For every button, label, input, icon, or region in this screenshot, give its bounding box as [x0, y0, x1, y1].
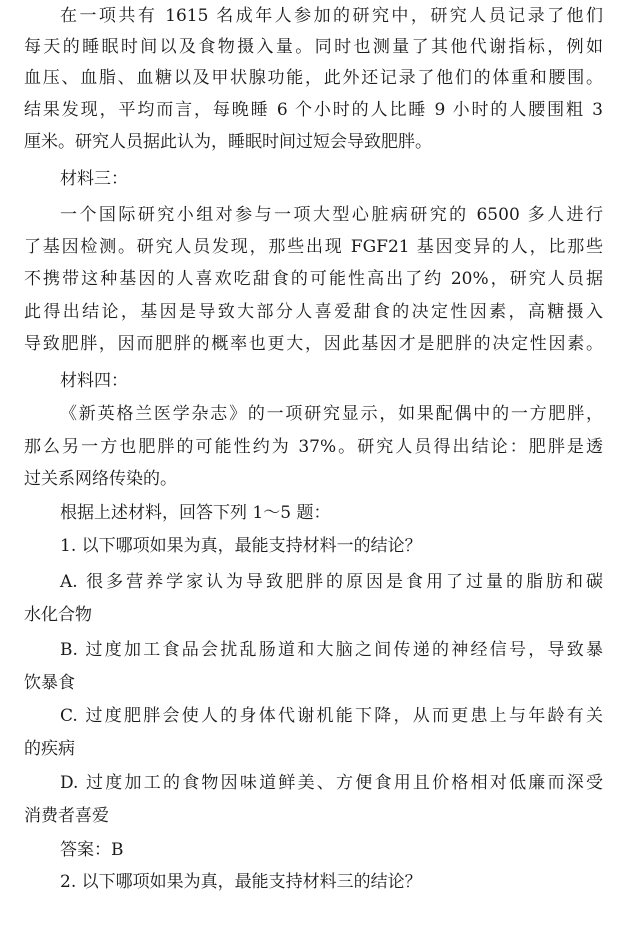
paragraph-line: 一个国际研究小组对参与一项大型心脏病研究的 6500 多人进行 [60, 205, 603, 225]
paragraph-line: 血压、血脂、血糖以及甲状腺功能，此外还记录了他们的体重和腰围。 [24, 68, 603, 88]
paragraph-line: 厘米。研究人员据此认为，睡眠时间过短会导致肥胖。 [24, 132, 432, 152]
question-1: 1. 以下哪项如果为真，最能支持材料一的结论？ [60, 536, 422, 556]
section-heading: 材料四： [60, 371, 128, 391]
option-b-cont: 饮暴食 [24, 673, 75, 693]
paragraph-line: 不携带这种基因的人喜欢吃甜食的可能性高出了约 20%，研究人员据 [24, 269, 603, 289]
paragraph-line: 此得出结论，基因是导致大部分人喜爱甜食的决定性因素，高糖摄入 [24, 302, 603, 322]
paragraph-line: 《新英格兰医学杂志》的一项研究显示，如果配偶中的一方肥胖， [60, 404, 603, 424]
paragraph-line: 那么另一方也肥胖的可能性约为 37%。研究人员得出结论：肥胖是透 [24, 437, 603, 457]
paragraph-line: 在一项共有 1615 名成年人参加的研究中，研究人员记录了他们 [60, 6, 603, 26]
paragraph-line: 了基因检测。研究人员发现，那些出现 FGF21 基因变异的人，比那些 [24, 237, 603, 257]
option-d-cont: 消费者喜爱 [24, 806, 109, 826]
section-heading: 材料三： [60, 169, 128, 189]
option-c: C. 过度肥胖会使人的身体代谢机能下降，从而更患上与年龄有关 [60, 706, 603, 726]
paragraph-line: 每天的睡眠时间以及食物摄入量。同时也测量了其他代谢指标，例如 [24, 37, 603, 57]
instruction-line: 根据上述材料，回答下列 1～5 题： [60, 503, 331, 523]
option-a-cont: 水化合物 [24, 605, 92, 625]
option-d: D. 过度加工的食物因味道鲜美、方便食用且价格相对低廉而深受 [60, 773, 603, 793]
paragraph-line: 过关系网络传染的。 [24, 469, 177, 489]
paragraph-line: 结果发现，平均而言，每晚睡 6 个小时的人比睡 9 小时的人腰围粗 3 [24, 100, 603, 120]
answer-line: 答案：B [60, 840, 124, 860]
option-a: A. 很多营养学家认为导致肥胖的原因是食用了过量的脂肪和碳 [60, 572, 603, 592]
option-b: B. 过度加工食品会扰乱肠道和大脑之间传递的神经信号，导致暴 [60, 640, 603, 660]
option-c-cont: 的疾病 [24, 739, 75, 759]
paragraph-line: 导致肥胖，因而肥胖的概率也更大，因此基因才是肥胖的决定性因素。 [24, 334, 603, 354]
question-2: 2. 以下哪项如果为真，最能支持材料三的结论？ [60, 872, 422, 892]
